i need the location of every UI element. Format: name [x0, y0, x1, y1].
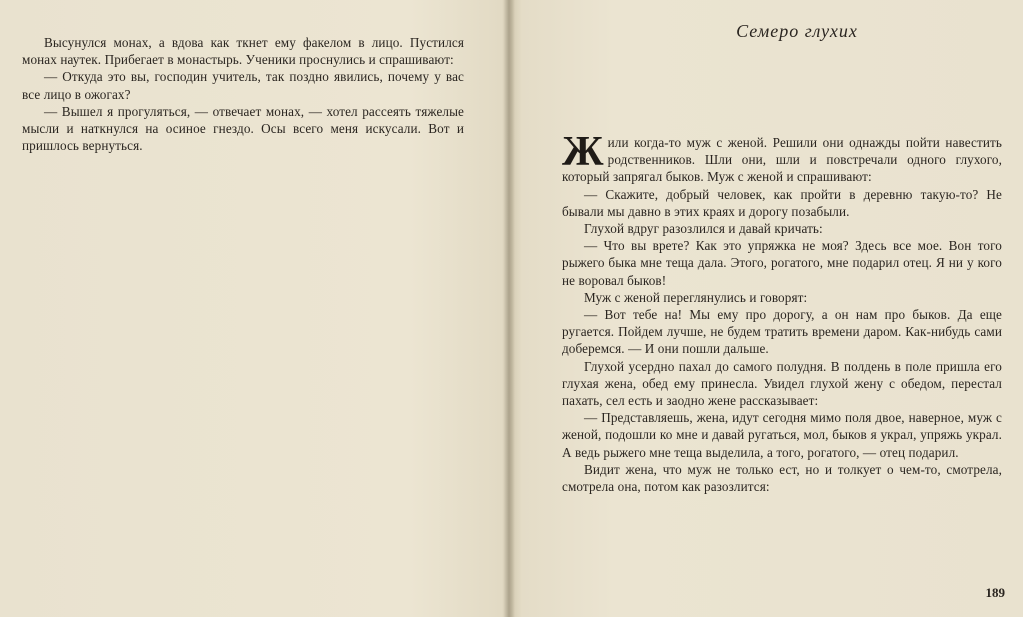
right-paragraph-9: Видит жена, что муж не только ест, но и толкует о чем-то, смотрела, смотрела она, потом как разозлится: [562, 461, 1002, 495]
right-paragraph-2: — Скажите, добрый человек, как пройти в деревню такую-то? Не бывали мы давно в этих краях и дорогу позабыли. [562, 186, 1002, 219]
left-paragraph-1: Высунулся монах, а вдова как ткнет ему факелом в лицо. Пустился монах наутек. Прибегает в монастырь. Ученики проснулись и спрашивают: [22, 35, 464, 68]
page-number: 189 [985, 585, 1005, 600]
drop-cap: Ж [562, 129, 604, 175]
right-page [562, 20, 1002, 495]
right-paragraph-8: — Представляешь, жена, идут сегодня мимо поля двое, наверное, муж с женой, подошли ко мне и давай ругаться, мол, быков я украл, упряжь украл. А ведь рыжего мне теща выделила, а того, рогатого, — отец подарил. [562, 410, 1002, 460]
right-paragraph-3: Глухой вдруг разозлился и давай кричать: [584, 221, 823, 237]
book-gutter [503, 0, 515, 617]
right-paragraph-1-text: или когда-то муж с женой. Решили они однажды пойти навестить родственников. Шли они, шли и повстречали одного глухого, который запрягал быков. Муж с женой и спрашивают: [562, 135, 1002, 185]
right-paragraph-6: — Вот тебе на! Мы ему про дорогу, а он нам про быков. Да еще ругается. Пойдем лучше, не будем тратить времени даром. Как-нибудь сами доберемся. — И они пошли дальше. [562, 307, 1002, 357]
right-paragraph-1 [562, 129, 1002, 186]
left-paragraph-2: — Откуда это вы, господин учитель, так поздно явились, почему у вас все лицо в ожогах? [22, 69, 464, 102]
right-paragraph-5: Муж с женой переглянулись и говорят: [584, 289, 808, 305]
right-paragraph-4: — Что вы врете? Как это упряжка не моя? Здесь все мое. Вон того рыжего быка мне теща дала. Этого, рогатого, мне подарил отец. Я ни у кого не воровал быков! [562, 238, 1002, 288]
left-page [22, 34, 464, 154]
left-paragraph-3: — Вышел я прогуляться, — отвечает монах, — хотел рассеять тяжелые мысли и наткнулся на осиное гнездо. Осы всего меня искусали. Вот и пришлось вернуться. [22, 103, 464, 154]
right-paragraph-7: Глухой усердно пахал до самого полудня. В полдень в поле пришла его глухая жена, обед ему принесла. Увидел глухой жену с обедом, перестал пахать, сел есть и заодно жене рассказывает: [562, 358, 1002, 409]
story-title: Семеро глухих [736, 21, 858, 41]
